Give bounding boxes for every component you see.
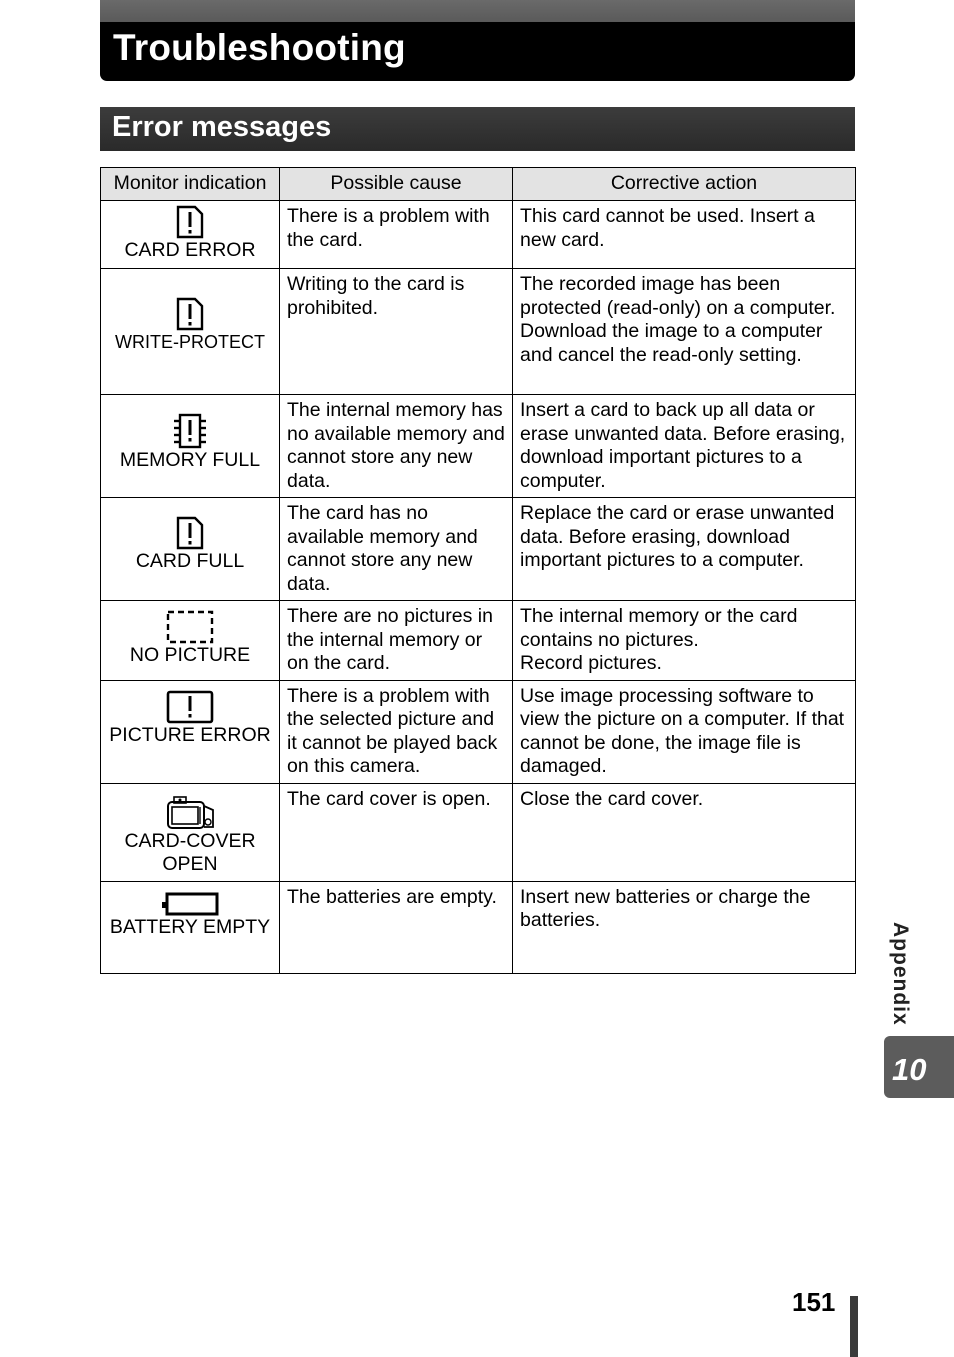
- action-cell: Close the card cover.: [513, 783, 856, 881]
- battery-empty-icon: [161, 892, 219, 916]
- cause-cell: There are no pictures in the internal memory or on the card.: [280, 601, 513, 681]
- card-write-protect-icon: [176, 297, 204, 331]
- action-cell: This card cannot be used. Insert a new card.: [513, 201, 856, 269]
- action-cell: Replace the card or erase unwanted data. Before erasing, download important pictures to a computer.: [513, 498, 856, 601]
- table-row: [101, 881, 856, 973]
- action-cell: The recorded image has been protected (read-only) on a computer. Download the image to a computer and cancel the read-only setting.: [513, 269, 856, 395]
- chapter-tab: [884, 1036, 954, 1098]
- cause-cell: The internal memory has no available memory and cannot store any new data.: [280, 395, 513, 498]
- card-cover-open-icon: [164, 794, 216, 830]
- cause-cell: There is a problem with the card.: [280, 201, 513, 269]
- no-picture-icon: [166, 610, 214, 644]
- indication-cell: [101, 881, 280, 973]
- header-corrective-action: Corrective action: [513, 168, 856, 201]
- indication-label: PICTURE ERROR: [109, 723, 271, 746]
- indication-cell: [101, 783, 280, 881]
- indication-label: MEMORY FULL: [119, 449, 261, 471]
- section-banner: [100, 107, 855, 151]
- table-header-row: [101, 168, 856, 201]
- page-number-bar: [850, 1296, 858, 1357]
- header-monitor-indication: Monitor indication: [101, 168, 280, 201]
- title-banner: [100, 0, 855, 81]
- table-row: [101, 201, 856, 269]
- section-title: Error messages: [112, 111, 332, 143]
- memory-full-icon: [171, 413, 209, 449]
- picture-error-icon: [166, 690, 214, 724]
- cause-cell: Writing to the card is prohibited.: [280, 269, 513, 395]
- indication-label: WRITE-PROTECT: [115, 332, 265, 352]
- table-row: [101, 269, 856, 395]
- indication-cell: [101, 395, 280, 498]
- cause-cell: The card has no available memory and cannot store any new data.: [280, 498, 513, 601]
- header-possible-cause: Possible cause: [280, 168, 513, 201]
- indication-label: CARD-COVER OPEN: [124, 829, 256, 875]
- cause-cell: The card cover is open.: [280, 783, 513, 881]
- table-row: [101, 601, 856, 681]
- indication-cell: [101, 498, 280, 601]
- indication-label: BATTERY EMPTY: [109, 915, 271, 938]
- table-row: [101, 680, 856, 783]
- indication-cell: [101, 601, 280, 681]
- indication-label: NO PICTURE: [129, 644, 251, 666]
- table-row: [101, 395, 856, 498]
- page-title: Troubleshooting: [113, 27, 406, 68]
- table-row: [101, 498, 856, 601]
- action-cell: Insert a card to back up all data or erase unwanted data. Before erasing, download important pictures to a computer.: [513, 395, 856, 498]
- card-full-icon: [176, 516, 204, 550]
- page-number: 151: [792, 1287, 836, 1317]
- chapter-number: 10: [892, 1052, 927, 1087]
- table-row: [101, 783, 856, 881]
- indication-cell: [101, 269, 280, 395]
- title-top-strip: [100, 0, 855, 22]
- action-cell: Use image processing software to view the picture on a computer. If that cannot be done, the image file is damaged.: [513, 680, 856, 783]
- action-cell: Insert new batteries or charge the batteries.: [513, 881, 856, 973]
- indication-cell: [101, 201, 280, 269]
- indication-cell: [101, 680, 280, 783]
- cause-cell: There is a problem with the selected picture and it cannot be played back on this camera.: [280, 680, 513, 783]
- indication-label: CARD FULL: [135, 550, 245, 572]
- cause-cell: The batteries are empty.: [280, 881, 513, 973]
- action-cell: The internal memory or the card contains no pictures. Record pictures.: [513, 601, 856, 681]
- error-messages-table: [100, 167, 856, 974]
- appendix-tab-label: Appendix: [889, 922, 912, 1026]
- indication-label: CARD ERROR: [124, 239, 256, 261]
- card-error-icon: [176, 205, 204, 239]
